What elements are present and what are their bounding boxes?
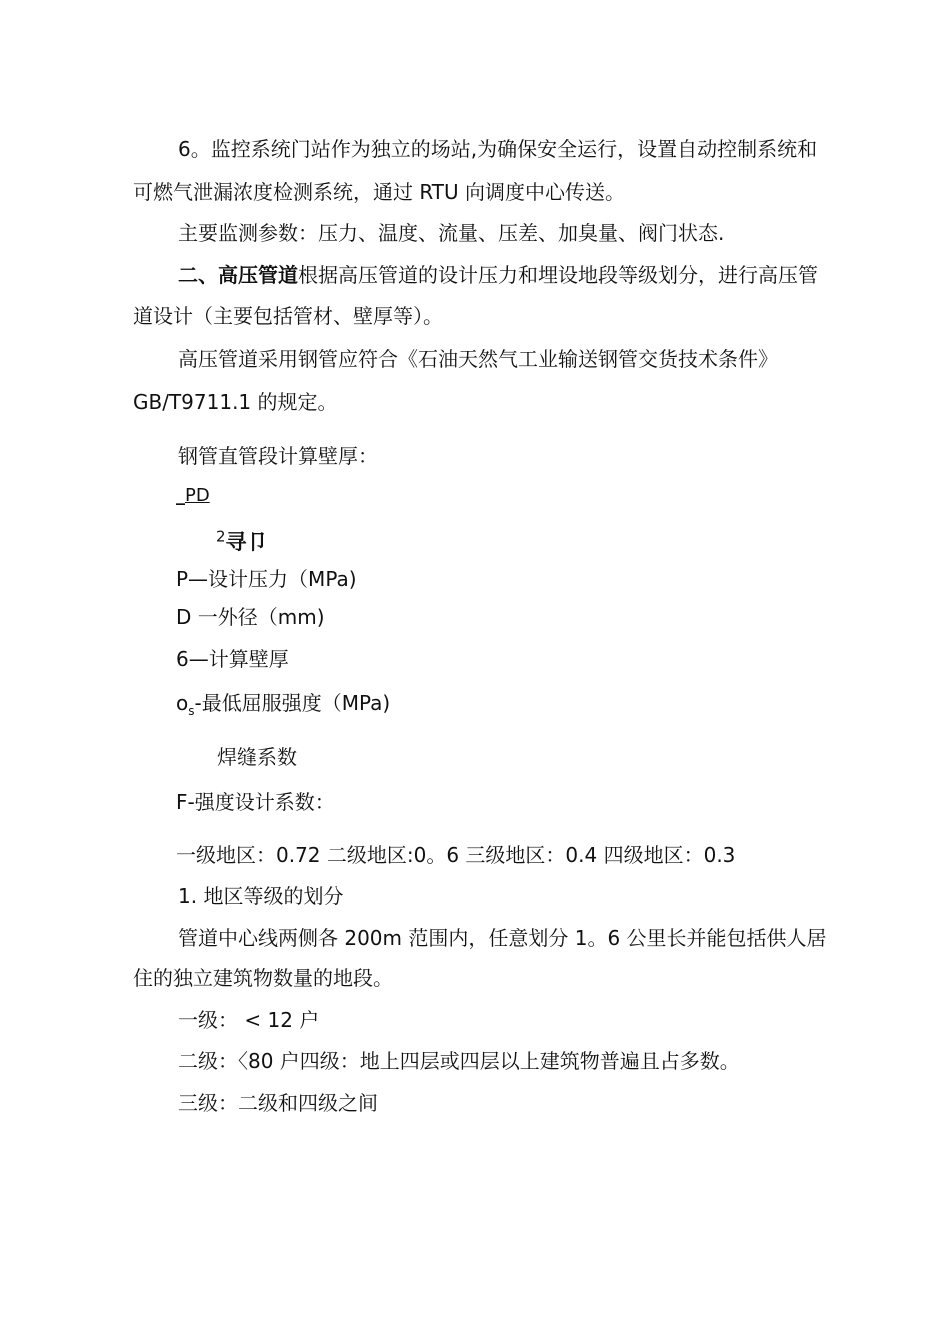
calc-title: 钢管直管段计算壁厚： [178,444,378,468]
region-factors: 一级地区：0.72 二级地区:0。6 三级地区：0.4 四级地区：0.3 [176,843,736,867]
sigma-symbol: o [176,691,189,715]
formula-denominator-row [216,527,268,554]
paragraph-high-pressure-line2: 道设计（主要包括管材、壁厚等）。 [133,304,443,328]
yield-strength-text: -最低屈服强度（MPa) [194,691,391,715]
definition-yield-strength [176,691,391,718]
section-heading: 二、高压管道 [178,263,298,287]
formula-denominator: 寻卩 [225,530,268,554]
paragraph-high-pressure-line1 [178,263,818,287]
formula-bar: _ [176,485,185,506]
definition-pressure: P—设计压力（MPa) [176,567,357,591]
definition-design-factor: F-强度设计系数： [176,790,335,814]
paragraph-parameters: 主要监测参数：压力、温度、流量、压差、加臭量、阀门状态. [178,221,725,245]
definition-thickness: 6—计算壁厚 [176,647,289,671]
division-title: 1. 地区等级的划分 [178,884,344,908]
level-two-four: 二级：〈80 户四级：地上四层或四层以上建筑物普遍且占多数。 [178,1049,740,1073]
paragraph-standard-line1: 高压管道采用钢管应符合《石油天然气工业输送钢管交货技术条件》 [178,347,778,371]
paragraph-standard-line2: GB/T9711.1 的规定。 [133,390,338,414]
division-desc-line1: 管道中心线两侧各 200m 范围内，任意划分 1。6 公里长并能包括供人居 [178,926,827,950]
section-heading-text: 根据高压管道的设计压力和埋设地段等级划分，进行高压管 [298,263,818,287]
definition-diameter: D 一外径（mm) [176,605,325,629]
formula-numerator-row [176,484,210,508]
level-three: 三级：二级和四级之间 [178,1091,378,1115]
definition-weld-factor: 焊缝系数 [217,745,297,769]
level-one: 一级： < 12 户 [178,1008,320,1032]
division-desc-line2: 住的独立建筑物数量的地段。 [133,966,393,990]
formula-superscript: 2 [216,527,226,546]
paragraph-monitoring-line1: 6。监控系统门站作为独立的场站,为确保安全运行，设置自动控制系统和 [178,137,818,161]
formula-numerator: PD [185,485,210,506]
paragraph-monitoring-line2: 可燃气泄漏浓度检测系统，通过 RTU 向调度中心传送。 [133,180,626,204]
sigma-subscript: s [188,704,195,718]
